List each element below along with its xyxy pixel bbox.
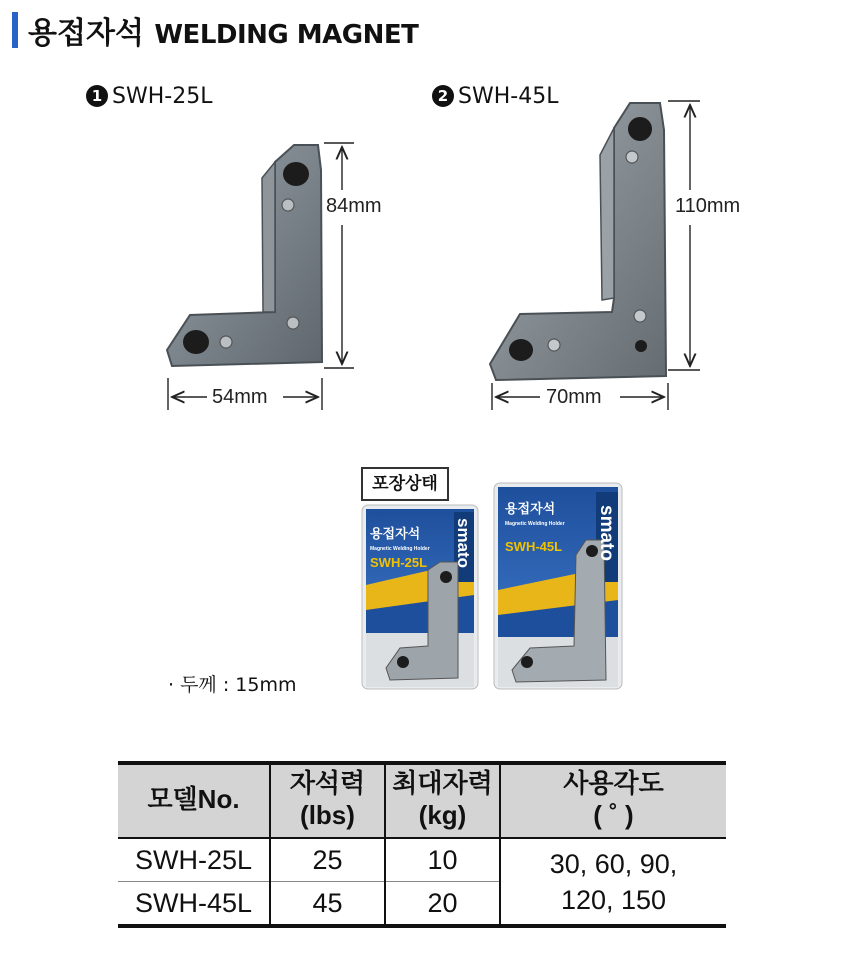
- rivet: [282, 199, 294, 211]
- card2-subtitle: Magnetic Welding Holder: [505, 521, 565, 527]
- spec-table: [118, 761, 726, 928]
- table-row: [118, 838, 726, 882]
- rivet: [626, 151, 638, 163]
- packaging-photos: [356, 480, 628, 694]
- card2-brand: smato: [596, 505, 617, 561]
- header-model: 모델No.: [118, 763, 270, 838]
- header-angle: 사용각도 ( ˚ ): [500, 763, 726, 838]
- rivet: [287, 317, 299, 329]
- product-1-number: 1: [86, 85, 108, 107]
- magnet-hole: [509, 339, 533, 361]
- title-korean: 용접자석: [28, 16, 144, 51]
- magnet-swh45l-image: [490, 103, 666, 380]
- cell-force: 45: [270, 882, 385, 927]
- cell-max: 10: [385, 838, 500, 882]
- product-1-model: SWH-25L: [112, 84, 213, 109]
- rivet: [220, 336, 232, 348]
- card1-brand: smato: [454, 518, 473, 569]
- title-accent-bar: [12, 12, 18, 48]
- packaging-label: 포장상태: [361, 467, 449, 501]
- card2-title: 용접자석: [505, 501, 556, 516]
- rivet: [634, 310, 646, 322]
- dim-height-swh25l: 84mm: [326, 195, 382, 217]
- title-english: WELDING MAGNET: [154, 20, 419, 50]
- magnet-hole: [283, 162, 309, 186]
- table-header-row: [118, 763, 726, 838]
- cell-model: SWH-25L: [118, 838, 270, 882]
- cell-angles: 30, 60, 90, 120, 150: [500, 838, 726, 926]
- dim-width-swh25l: 54mm: [212, 386, 268, 408]
- rivet: [635, 340, 647, 352]
- cell-max: 20: [385, 882, 500, 927]
- cell-force: 25: [270, 838, 385, 882]
- magnet-swh25l-image: [167, 145, 322, 366]
- card2-model: SWH-45L: [505, 539, 563, 554]
- card1-model: SWH-25L: [370, 555, 428, 570]
- header-max: 최대자력 (kg): [385, 763, 500, 838]
- header-force: 자석력 (lbs): [270, 763, 385, 838]
- rivet: [548, 339, 560, 351]
- thickness-note: · 두께 : 15mm: [168, 674, 297, 696]
- cell-model: SWH-45L: [118, 882, 270, 927]
- page-title: [28, 8, 418, 52]
- dim-height-swh45l: 110mm: [675, 195, 741, 217]
- product-2-number: 2: [432, 85, 454, 107]
- dim-width-swh45l: 70mm: [546, 386, 602, 408]
- card1-subtitle: Magnetic Welding Holder: [370, 546, 430, 552]
- magnet-hole: [183, 330, 209, 354]
- product-2-model: SWH-45L: [458, 84, 559, 109]
- magnet-hole: [628, 117, 652, 141]
- product-drawings: [0, 90, 860, 420]
- card1-title: 용접자석: [370, 526, 421, 541]
